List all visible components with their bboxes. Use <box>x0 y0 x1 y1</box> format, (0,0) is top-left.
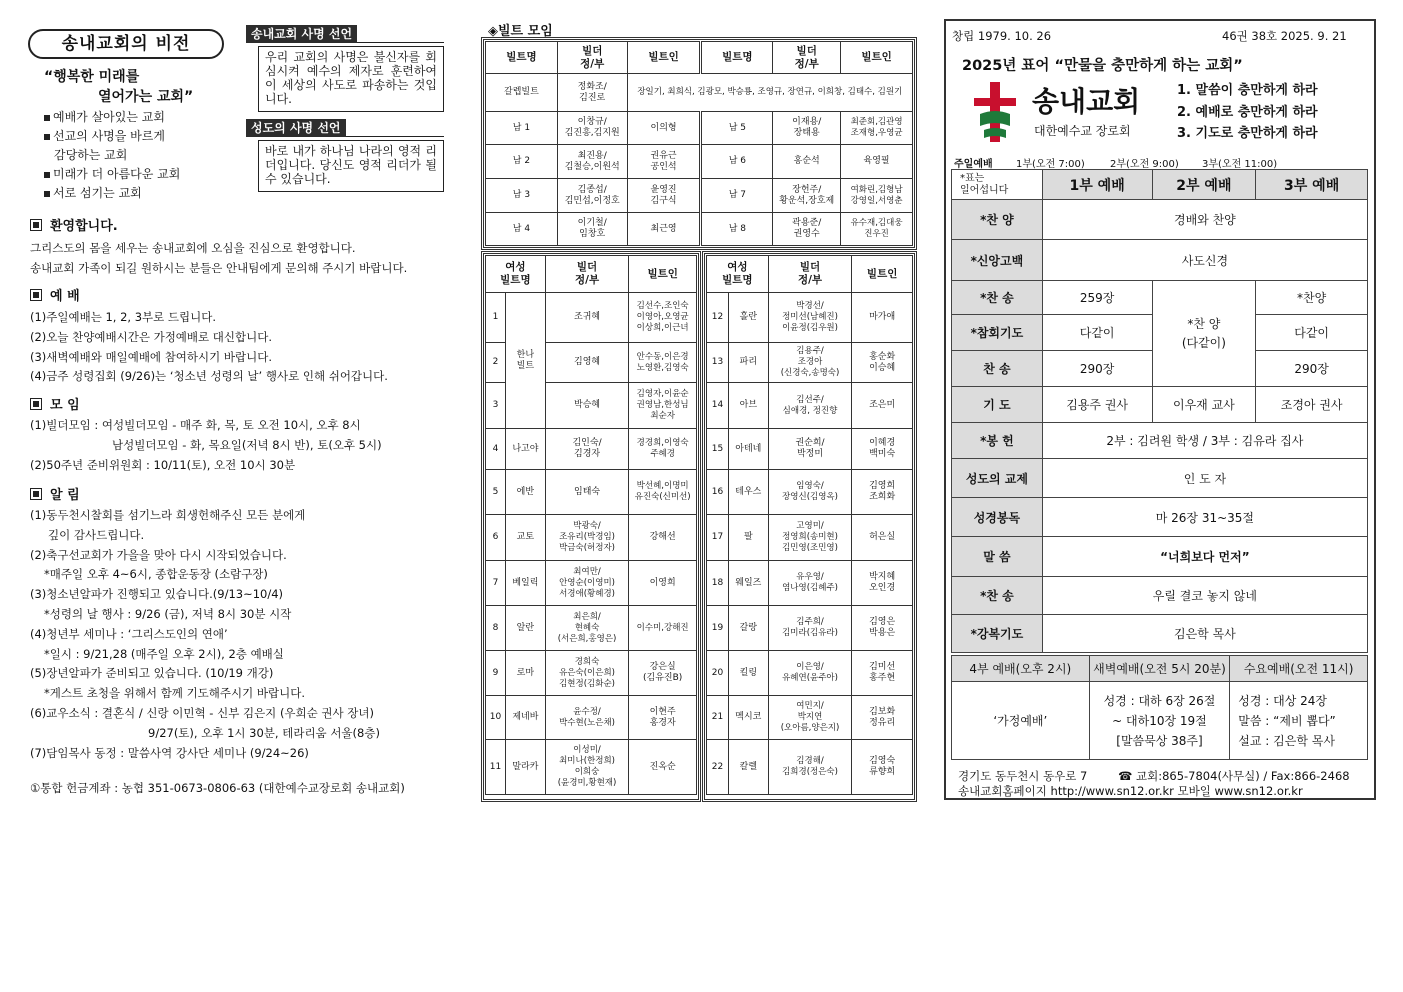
offering-account: ①통합 헌금계좌 : 농협 351-0673-0806-63 (대한예수교장로회 송내교회) <box>30 781 405 795</box>
col-header: 2부 예배 <box>1152 170 1256 200</box>
church-mission-title: 송내교회 사명 선언 <box>246 25 357 43</box>
col-header: 빌더 정/부 <box>545 256 629 293</box>
section-box-icon <box>30 398 42 410</box>
col-header: 수요예배(오전 11시) <box>1230 656 1368 682</box>
church-cross-logo-icon <box>970 80 1020 144</box>
vision-list <box>44 108 180 203</box>
col-header: 빌트인 <box>852 256 913 293</box>
service-times-label: 주일예배 <box>954 159 993 170</box>
table-row: 14 아브 김선주/ 심애경, 정진향 조은미 <box>707 383 913 429</box>
motto-item: 1. 말씀이 충만하게 하라 <box>1177 83 1318 98</box>
service-time: 2부(오전 9:00) <box>1110 159 1179 170</box>
vision-item: 서로 섬기는 교회 <box>44 184 180 203</box>
table-row: 2 김영혜 안수동,이은경 노영환,김영숙 <box>486 343 697 383</box>
table-row: 6 교토 박광숙/ 조유리(박경임) 박금숙(허정자) 강해선 <box>486 515 697 561</box>
service-time: 1부(오전 7:00) <box>1016 159 1085 170</box>
table-row: 기 도 김용주 권사 이우재 교사 조경아 권사 <box>952 387 1368 423</box>
vision-title: 송내교회의 비전 <box>28 29 224 59</box>
welcome-heading: 환영합니다. <box>30 215 118 234</box>
section-box-icon <box>30 219 42 231</box>
col-header: 빌더 정/부 <box>557 42 627 74</box>
table-row: 22 칼렐 김경해/ 김희경(정은숙) 김영숙 류향희 <box>707 740 913 795</box>
table-row: 갈렙빌트 정화조/ 김진로 장일기, 최희식, 김광모, 박승룡, 조영규, 장연규, 이희창, 김태수, 김원기 <box>486 74 913 112</box>
bullet-square-icon <box>44 172 50 178</box>
bullet-square-icon <box>44 191 50 197</box>
vision-slogan-line1: “행복한 미래를 <box>44 69 140 85</box>
issue-info: 46권 38호 2025. 9. 21 <box>1222 29 1347 43</box>
table-row: *찬 송 우릴 결코 놓지 않네 <box>952 577 1368 615</box>
welcome-text: 그리스도의 몸을 세우는 송내교회에 오심을 진심으로 환영합니다. 송내교회 가족이 되길 원하시는 분들은 안내팀에게 문의해 주시기 바랍니다. <box>30 241 408 275</box>
worship-order-table <box>951 169 1368 653</box>
table-row: 성경봉독 마 26장 31~35절 <box>952 498 1368 537</box>
vision-item: 선교의 사명을 바르게 <box>44 127 180 146</box>
table-row: 17 팔 고영미/ 정영희(송미현) 김민영(조민영) 허은실 <box>707 515 913 561</box>
col-header: 4부 예배(오후 2시) <box>952 656 1090 682</box>
col-header: 빌더 정/부 <box>773 42 841 74</box>
table-row: 찬 송 290장 290장 <box>952 351 1368 387</box>
worship-notice-text: (1)주일예배는 1, 2, 3부로 드립니다. (2)오늘 찬양예배시간은 가정예배로 대신합니다. (3)새벽예배와 매일예배에 참여하시기 바랍니다. (4)금주 성령집회 (9/26)는 ‘청소년 성령의 날’ 행사로 인해 쉬어갑니다. <box>30 310 388 384</box>
table-row: *참회기도 다같이 다같이 <box>952 315 1368 351</box>
founded-date: 창립 1979. 10. 26 <box>952 29 1052 43</box>
table-row: 11 말라카 이성미/ 최미나(한정희) 이희숭 (윤경미,황현재) 진옥순 <box>486 740 697 795</box>
col-header: 빌트인 <box>841 42 913 74</box>
vision-slogan-line2: 열어가는 교회” <box>98 89 194 105</box>
church-mission-text: 우리 교회의 사명은 불신자를 회심시켜 예수의 제자로 훈련하여 이 세상의 사도로 파송하는 것입니다. <box>258 46 444 112</box>
vision-item: 감당하는 교회 <box>54 148 128 162</box>
other-services-table <box>951 655 1368 760</box>
section-box-icon <box>30 488 42 500</box>
table-row: *찬 양 경배와 찬양 <box>952 200 1368 240</box>
table-row: *봉 헌 2부 : 김려원 학생 / 3부 : 김유라 집사 <box>952 423 1368 459</box>
saints-mission <box>246 119 444 192</box>
col-header: 빌트명 <box>486 42 558 74</box>
motto-list <box>1177 80 1318 145</box>
section-box-icon <box>30 289 42 301</box>
motto-item: 3. 기도로 충만하게 하라 <box>1177 126 1318 141</box>
table-row: 남 4 이기철/ 임창호 최근영 남 8 곽용준/ 권영수 유수재,김대웅 진우진 <box>486 213 913 246</box>
table-row: 16 테우스 임영숙/ 장영신(김영옥) 김영희 조희화 <box>707 470 913 515</box>
bullet-square-icon <box>44 134 50 140</box>
table-row: *강복기도 김은학 목사 <box>952 615 1368 653</box>
men-belt-table <box>485 41 913 246</box>
table-row: 18 웨일즈 유우영/ 염나영(김혜주) 박지혜 오인경 <box>707 561 913 606</box>
table-row: 말 씀 “너희보다 먼저” <box>952 537 1368 577</box>
meeting-text: (1)빌더모임 : 여성빌더모임 - 매주 화, 목, 토 오전 10시, 오후 8시 남성빌더모임 - 화, 목요일(저녁 8시 반), 토(오후 5시) (2)50주년 준비위원회 : 10/11(토), 오전 10시 30분 <box>30 418 382 472</box>
saints-mission-text: 바로 내가 하나님 나라의 영적 리더입니다. 당신도 영적 리더가 될 수 있습니다. <box>258 140 444 192</box>
col-header: 빌트명 <box>701 42 773 74</box>
col-header: 빌더 정/부 <box>768 256 852 293</box>
vision-item: 미래가 더 아름다운 교회 <box>44 165 180 184</box>
service-time: 3부(오전 11:00) <box>1202 159 1278 170</box>
church-name: 송내교회 <box>1032 85 1141 118</box>
table-row: 3 박승혜 김영자,이윤순 권영남,한성님 최순자 <box>486 383 697 429</box>
table-row: 13 파리 김용주/ 조경아 (신경숙,송명숙) 홍순화 이승혜 <box>707 343 913 383</box>
church-address: 경기도 동두천시 동우로 7 <box>958 769 1088 783</box>
table-row: 12 홀란 박경선/ 정미선(남혜진) 이윤정(김우원) 마가애 <box>707 293 913 343</box>
belt-meeting-title: ◈빌트 모임 <box>488 24 553 39</box>
table-row: 21 멕시코 여민지/ 박지연 (오아름,양은지) 김보화 정유리 <box>707 696 913 740</box>
table-row: 남 1 이창규/ 김진흥,김지원 이의형 남 5 이재용/ 장태용 최준회,김관영 조재형,우영균 <box>486 112 913 145</box>
table-row: 9 로마 경희숙 유은숙(이은희) 김현정(김화순) 강은실 (김유진B) <box>486 651 697 696</box>
bullet-square-icon <box>44 115 50 121</box>
table-row: 20 킬링 이은영/ 유혜연(윤주아) 김미선 홍주현 <box>707 651 913 696</box>
church-homepage: 송내교회홈페이지 http://www.sn12.or.kr 모바일 www.sn12.or.kr <box>958 784 1303 798</box>
col-header: 여성 빌트명 <box>707 256 769 293</box>
col-header: 1부 예배 <box>1042 170 1152 200</box>
church-mission <box>246 25 444 112</box>
news-heading: 알 림 <box>30 484 80 503</box>
table-row: 15 아테네 권순희/ 박정미 이혜경 백미숙 <box>707 429 913 470</box>
saints-mission-title: 성도의 사명 선언 <box>246 119 346 137</box>
table-row: 1 한나 빌트 조귀혜 김선수,조인숙 이영아,오영균 이상희,이근녀 <box>486 293 697 343</box>
table-row: *신앙고백 사도신경 <box>952 240 1368 281</box>
col-header: 빌트인 <box>629 256 697 293</box>
meeting-heading: 모 임 <box>30 394 80 413</box>
news-text: (1)동두천시찰회를 섬기느라 희생헌해주신 모든 분에게 깊이 감사드립니다. (2)축구선교회가 가을을 맞아 다시 시작되었습니다. *매주일 오후 4~6시, 종합운동장 (소람구장) (3)청소년알파가 진행되고 있습니다.(9/13~10/4) *성령의 날 행사 : 9/26 (금), 저녁 8시 30분 시작 (4)청년부 세미나 : ‘그리스도인의 연애’ *일시 : 9/21,28 (매주일 오후 2시), 2층 예배실 (5)장년알파가 준비되고 있습니다. (10/19 개강) *게스트 초청을 위해서 함께 기도해주시기 바랍니다. (6)교우소식 : 결혼식 / 신랑 이민혁 - 신부 김은지 (우희순 권사 장녀) 9/27(토), 오후 1시 30분, 테라리움 서울(8층) (7)담임목사 동정 : 말씀사역 강사단 세미나 (9/24~26) <box>30 508 380 760</box>
col-header: 여성 빌트명 <box>486 256 546 293</box>
vision-item: 예배가 살아있는 교회 <box>44 108 180 127</box>
women-belt-table-left <box>485 255 697 795</box>
women-belt-table-right <box>706 255 913 795</box>
table-row: 남 2 최진용/ 김철승,이원석 권유근 공인석 남 6 홍순석 육영필 <box>486 145 913 179</box>
table-row: 8 알란 최은희/ 현혜숙 (서은희,홍영은) 이수미,강해진 <box>486 606 697 651</box>
table-row: 5 에반 임태숙 박선혜,이명미 유진숙(신미선) <box>486 470 697 515</box>
stand-note: *표는 일어섭니다 <box>952 170 1043 200</box>
denomination: 대한예수교 장로회 <box>1034 124 1131 138</box>
motto-item: 2. 예배로 충만하게 하라 <box>1177 104 1318 120</box>
col-header: 3부 예배 <box>1256 170 1368 200</box>
table-row: 7 베일릭 최여만/ 안영순(이영미) 서경애(황혜경) 이영희 <box>486 561 697 606</box>
year-motto: 2025년 표어 “만물을 충만하게 하는 교회” <box>962 58 1243 74</box>
table-row: 성도의 교제 인 도 자 <box>952 459 1368 498</box>
col-header: 새벽예배(오전 5시 20분) <box>1089 656 1230 682</box>
table-row: ‘가정예배’ 성경 : 대하 6장 26절 ~ 대하10장 19절 [말씀묵상 38주] 성경 : 대상 24장 말씀 : “제비 뽑다” 설교 : 김은학 목사 <box>952 682 1368 760</box>
col-header: 빌트인 <box>627 42 701 74</box>
table-row: 4 나고야 김인숙/ 김경자 경경희,이영숙 주혜경 <box>486 429 697 470</box>
church-phone: ☎ 교회:865-7804(사무실) / Fax:866-2468 <box>1118 769 1350 783</box>
worship-heading: 예 배 <box>30 285 80 304</box>
table-row: 10 제네바 윤수정/ 박수현(노은채) 이현주 홍경자 <box>486 696 697 740</box>
table-row: 남 3 김종섭/ 김민섭,이정호 윤영진 김구식 남 7 장헌주/ 황운석,장호제 여화린,김형남 강영일,서영춘 <box>486 179 913 213</box>
table-row: *찬 송 259장 *찬 양 (다같이) *찬양 <box>952 281 1368 315</box>
table-row: 19 갈랑 김주희/ 김미라(김유라) 김영은 박용은 <box>707 606 913 651</box>
